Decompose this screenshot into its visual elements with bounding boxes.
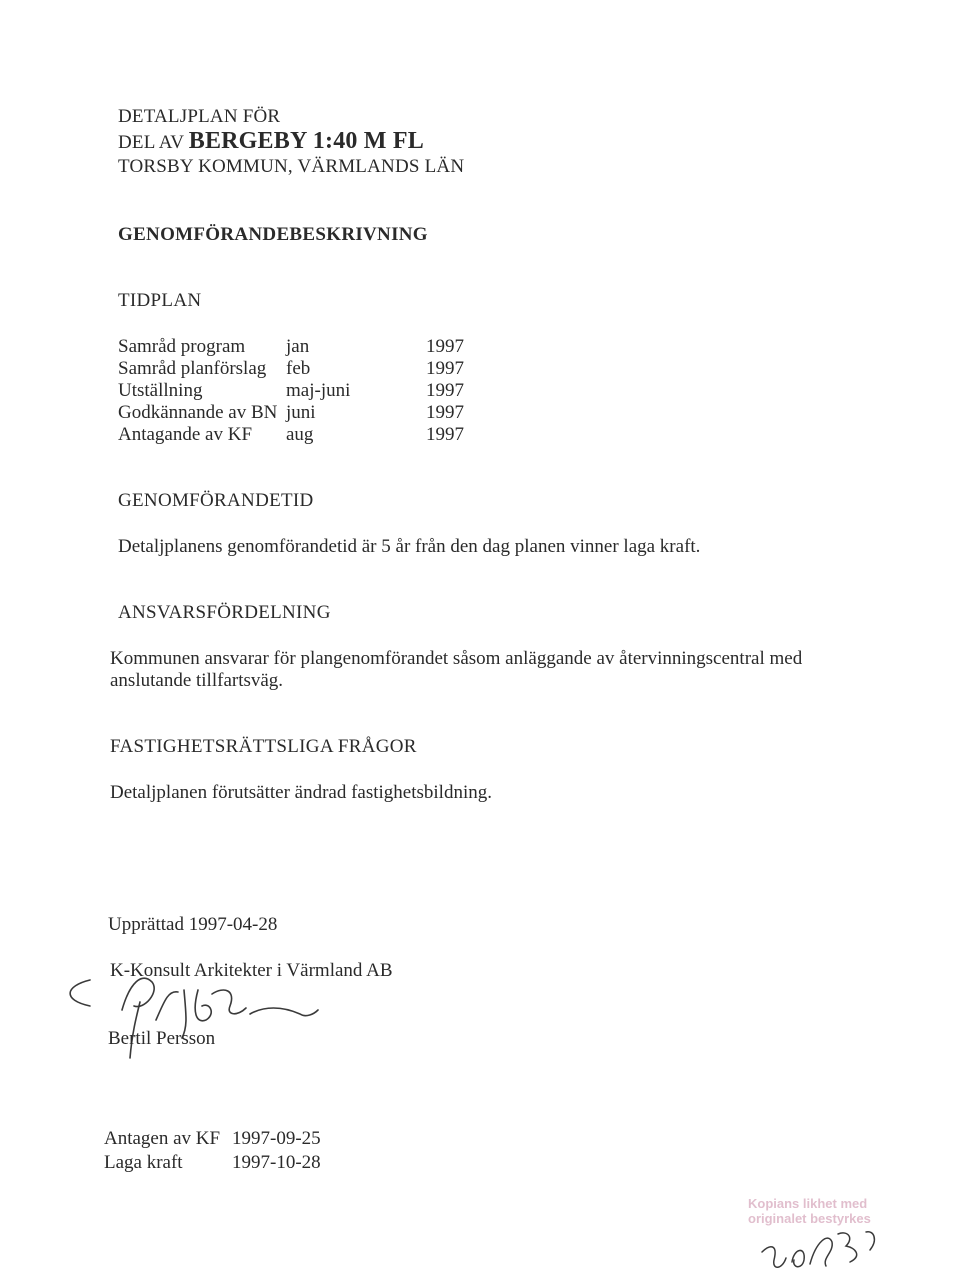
document-title: GENOMFÖRANDEBESKRIVNING: [118, 224, 428, 245]
laga-kraft-date: 1997-10-28: [232, 1152, 321, 1173]
header-line-1: DETALJPLAN FÖR: [118, 106, 281, 127]
schedule-year: 1997: [426, 336, 464, 357]
schedule-month: maj-juni: [286, 380, 351, 401]
ansvar-text-line-2: anslutande tillfartsväg.: [110, 670, 284, 691]
schedule-label: Godkännande av BN: [118, 402, 278, 423]
signer-name: Bertil Persson: [108, 1028, 216, 1049]
genomforandetid-text: Detaljplanens genomförandetid är 5 år från den dag planen vinner laga kraft.: [118, 536, 701, 557]
antagen-label: Antagen av KF: [104, 1128, 221, 1149]
schedule-row: [118, 402, 464, 424]
schedule-label: Samråd planförslag: [118, 358, 267, 379]
schedule-month: juni: [286, 402, 316, 423]
ansvar-text-line-1: Kommunen ansvarar för plangenomförandet såsom anläggande av återvinningscentral med: [110, 648, 803, 669]
schedule-year: 1997: [426, 424, 464, 445]
genomforandetid-heading: GENOMFÖRANDETID: [118, 490, 314, 511]
antagen-row: [104, 1128, 321, 1150]
tidplan-heading: TIDPLAN: [118, 290, 202, 311]
schedule-month: aug: [286, 424, 314, 445]
schedule-year: 1997: [426, 380, 464, 401]
schedule-row: [118, 380, 464, 402]
schedule-label: Utställning: [118, 380, 203, 401]
header-line-3: TORSBY KOMMUN, VÄRMLANDS LÄN: [118, 156, 465, 177]
laga-kraft-label: Laga kraft: [104, 1152, 183, 1173]
schedule-year: 1997: [426, 402, 464, 423]
stamp-line-2: originalet bestyrkes: [748, 1211, 871, 1226]
stamp-initials-icon: [752, 1222, 892, 1278]
schedule-month: feb: [286, 358, 311, 379]
schedule-table: [118, 336, 464, 446]
schedule-month: jan: [286, 336, 310, 357]
fastighet-text: Detaljplanen förutsätter ändrad fastighetsbildning.: [110, 782, 492, 803]
header-line-2: [118, 128, 424, 155]
stamp-line-1: Kopians likhet med: [748, 1196, 868, 1211]
handwritten-signature: [60, 962, 340, 1072]
schedule-label: Antagande av KF: [118, 424, 253, 445]
antagen-date: 1997-09-25: [232, 1128, 321, 1149]
prepared-date: Upprättad 1997-04-28: [108, 914, 278, 935]
schedule-row: [118, 424, 464, 446]
laga-kraft-row: [104, 1152, 321, 1174]
schedule-row: [118, 336, 464, 358]
property-designation: BERGEBY 1:40 M FL: [188, 128, 424, 154]
header-prefix: DEL AV: [118, 132, 184, 153]
ansvar-heading: ANSVARSFÖRDELNING: [118, 602, 331, 623]
company-name: K-Konsult Arkitekter i Värmland AB: [110, 960, 393, 981]
schedule-year: 1997: [426, 358, 464, 379]
schedule-label: Samråd program: [118, 336, 246, 357]
fastighet-heading: FASTIGHETSRÄTTSLIGA FRÅGOR: [110, 736, 417, 757]
schedule-row: [118, 358, 464, 380]
